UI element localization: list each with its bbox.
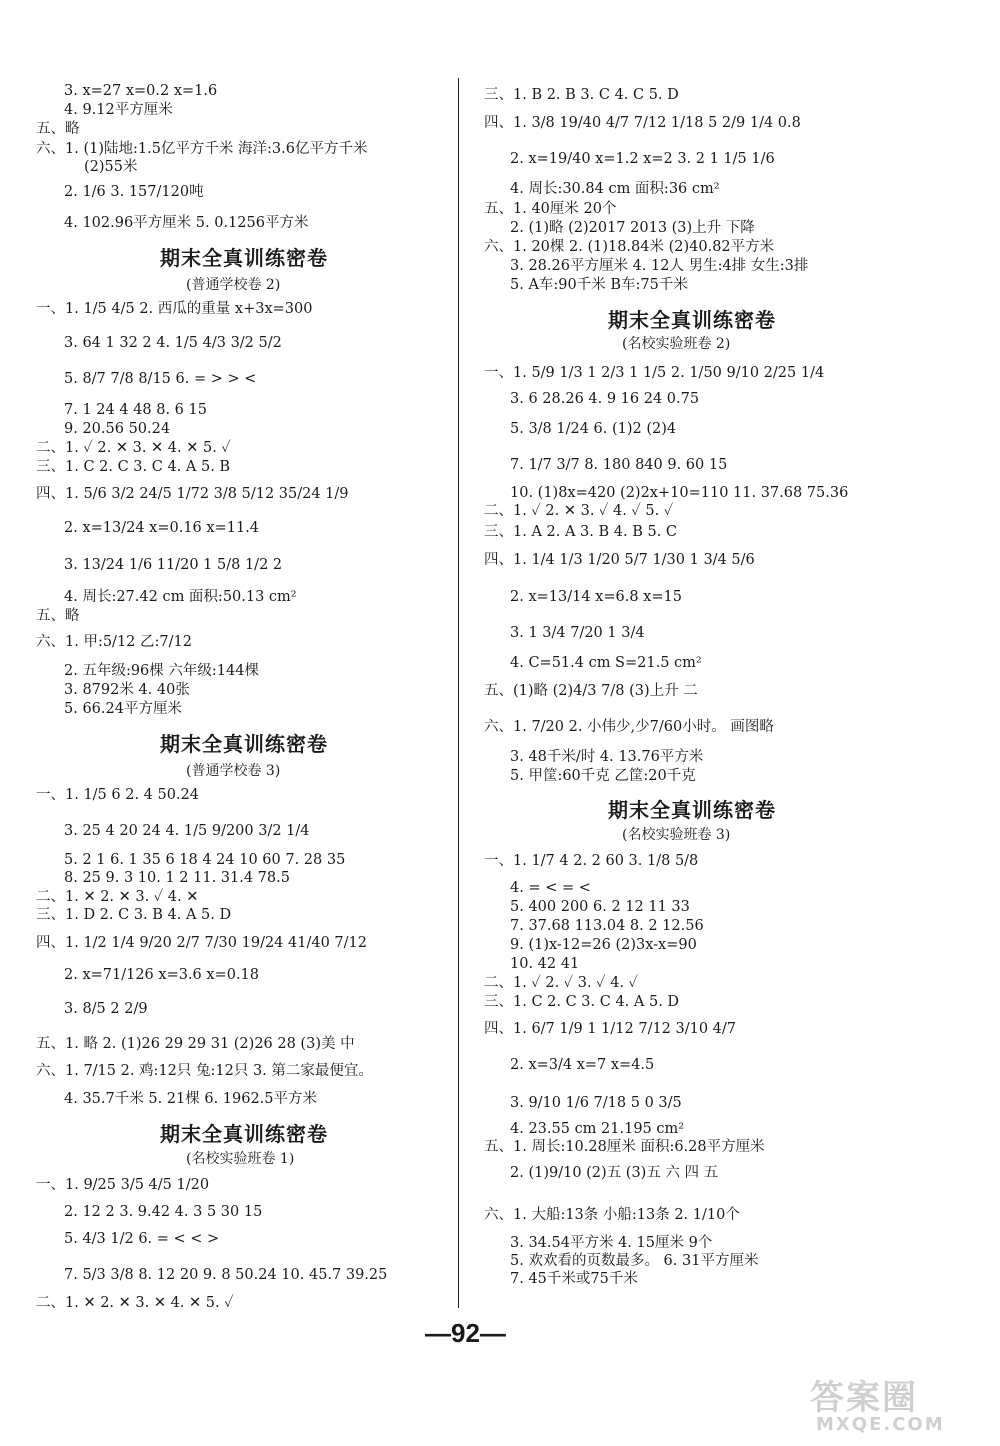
answer-line: 10. 42 41 (510, 956, 580, 972)
answer-line: 2. x=13/14 x=6.8 x=15 (510, 589, 682, 605)
section-subtitle: (名校实验班卷 1) (186, 1151, 295, 1167)
answer-line: 二、1. ✕ 2. ✕ 3. ✕ 4. ✕ 5. ✓ (36, 1295, 234, 1311)
answer-line: 4. 9.12平方厘米 (64, 102, 173, 118)
section-subtitle: (普通学校卷 2) (186, 277, 281, 293)
answer-line: 四、1. 1/4 1/3 1/20 5/7 1/30 1 3/4 5/6 (484, 552, 755, 568)
answer-line: 4. 周长:30.84 cm 面积:36 cm² (510, 181, 720, 197)
page-number: —92— (425, 1318, 506, 1348)
answer-line: 五、略 (36, 121, 80, 137)
answer-line: 2. (1)9/10 (2)五 (3)五 六 四 五 (510, 1165, 719, 1181)
answer-line: 六、1. 大船:13条 小船:13条 2. 1/10个 (484, 1207, 740, 1223)
answer-line: (2)55米 (84, 159, 138, 175)
section-title: 期末全真训练密卷 (160, 1122, 328, 1146)
answer-line: 2. (1)略 (2)2017 2013 (3)上升 下降 (510, 220, 755, 236)
answer-line: 3. 25 4 20 24 4. 1/5 9/200 3/2 1/4 (64, 823, 310, 839)
answer-line: 5. 400 200 6. 2 12 11 33 (510, 899, 690, 915)
answer-line: 5. 3/8 1/24 6. (1)2 (2)4 (510, 421, 677, 437)
answer-line: 7. 45千米或75千米 (510, 1271, 638, 1287)
watermark-text: 答案圈 (810, 1378, 918, 1418)
answer-line: 2. 12 2 3. 9.42 4. 3 5 30 15 (64, 1204, 263, 1220)
answer-line: 2. x=13/24 x=0.16 x=11.4 (64, 520, 259, 536)
answer-line: 四、1. 6/7 1/9 1 1/12 7/12 3/10 4/7 (484, 1021, 737, 1037)
answer-line: 2. 五年级:96棵 六年级:144棵 (64, 663, 259, 679)
answer-line: 5. 2 1 6. 1 35 6 18 4 24 10 60 7. 28 35 (64, 852, 346, 868)
answer-line: 五、1. 周长:10.28厘米 面积:6.28平方厘米 (484, 1139, 765, 1155)
answer-line: 3. 13/24 1/6 11/20 1 5/8 1/2 2 (64, 557, 283, 573)
column-divider (458, 78, 459, 1308)
answer-line: 7. 1/7 3/7 8. 180 840 9. 60 15 (510, 457, 728, 473)
answer-line: 四、1. 5/6 3/2 24/5 1/72 3/8 5/12 35/24 1/9 (36, 486, 349, 502)
answer-line: 六、1. (1)陆地:1.5亿平方千米 海洋:3.6亿平方千米 (36, 141, 368, 157)
answer-line: 4. 35.7千米 5. 21棵 6. 1962.5平方米 (64, 1091, 318, 1107)
answer-line: 3. 8792米 4. 40张 (64, 682, 190, 698)
answer-line: 2. x=19/40 x=1.2 x=2 3. 2 1 1/5 1/6 (510, 151, 775, 167)
answer-line: 三、1. D 2. C 3. B 4. A 5. D (36, 907, 232, 923)
answer-line: 三、1. B 2. B 3. C 4. C 5. D (484, 87, 679, 103)
answer-line: 六、1. 7/15 2. 鸡:12只 兔:12只 3. 第二家最便宜。 (36, 1063, 373, 1079)
answer-line: 7. 1 24 4 48 8. 6 15 (64, 402, 207, 418)
answer-line: 一、1. 1/7 4 2. 2 60 3. 1/8 5/8 (484, 853, 699, 869)
answer-line: 一、1. 1/5 6 2. 4 50.24 (36, 787, 200, 803)
answer-line: 3. 8/5 2 2/9 (64, 1001, 148, 1017)
answer-line: 3. 28.26平方厘米 4. 12人 男生:4排 女生:3排 (510, 258, 809, 274)
answer-line: 4. C=51.4 cm S=21.5 cm² (510, 655, 702, 671)
answer-line: 3. 9/10 1/6 7/18 5 0 3/5 (510, 1095, 682, 1111)
answer-line: 三、1. A 2. A 3. B 4. B 5. C (484, 524, 678, 540)
answer-line: 3. 1 3/4 7/20 1 3/4 (510, 625, 645, 641)
answer-line: 二、1. ✓ 2. ✓ 3. ✓ 4. ✓ (484, 975, 639, 991)
answer-line: 5. 66.24平方厘米 (64, 701, 182, 717)
section-title: 期末全真训练密卷 (160, 732, 328, 756)
answer-line: 4. 周长:27.42 cm 面积:50.13 cm² (64, 589, 297, 605)
answer-line: 五、略 (36, 608, 80, 624)
answer-line: 二、1. ✓ 2. ✕ 3. ✕ 4. ✕ 5. ✓ (36, 440, 231, 456)
answer-line: 六、1. 20棵 2. (1)18.84米 (2)40.82平方米 (484, 239, 775, 255)
answer-line: 六、1. 7/20 2. 小伟少,少7/60小时。 画图略 (484, 719, 774, 735)
answer-line: 5. 甲筐:60千克 乙筐:20千克 (510, 768, 696, 784)
answer-line: 五、1. 略 2. (1)26 29 29 31 (2)26 28 (3)美 中 (36, 1036, 355, 1052)
answer-line: 10. (1)8x=420 (2)2x+10=110 11. 37.68 75.36 (510, 485, 849, 501)
answer-line: 一、1. 9/25 3/5 4/5 1/20 (36, 1177, 210, 1193)
answer-line: 3. 34.54平方米 4. 15厘米 9个 (510, 1235, 713, 1251)
answer-line: 9. 20.56 50.24 (64, 421, 171, 437)
answer-line: 3. 6 28.26 4. 9 16 24 0.75 (510, 391, 700, 407)
answer-line: 5. 8/7 7/8 8/15 6. = > > < (64, 371, 257, 387)
answer-line: 五、1. 40厘米 20个 (484, 201, 617, 217)
answer-line: 7. 5/3 3/8 8. 12 20 9. 8 50.24 10. 45.7 39.25 (64, 1267, 388, 1283)
answer-line: 二、1. ✓ 2. ✕ 3. ✓ 4. ✓ 5. ✓ (484, 503, 674, 519)
section-title: 期末全真训练密卷 (608, 798, 776, 822)
section-subtitle: (名校实验班卷 2) (622, 336, 731, 352)
answer-line: 二、1. ✕ 2. ✕ 3. ✓ 4. ✕ (36, 889, 199, 905)
answer-line: 3. 64 1 32 2 4. 1/5 4/3 3/2 5/2 (64, 335, 282, 351)
answer-line: 2. x=3/4 x=7 x=4.5 (510, 1057, 655, 1073)
section-title: 期末全真训练密卷 (608, 308, 776, 332)
answer-line: 六、1. 甲:5/12 乙:7/12 (36, 634, 192, 650)
answer-line: 3. 48千米/时 4. 13.76平方米 (510, 749, 704, 765)
answer-line: 4. = < = < (510, 880, 591, 896)
section-title: 期末全真训练密卷 (160, 246, 328, 270)
answer-line: 4. 102.96平方厘米 5. 0.1256平方米 (64, 215, 309, 231)
answer-line: 三、1. C 2. C 3. C 4. A 5. B (36, 459, 231, 475)
answer-line: 4. 23.55 cm 21.195 cm² (510, 1121, 685, 1137)
answer-line: 三、1. C 2. C 3. C 4. A 5. D (484, 994, 680, 1010)
answer-line: 5. 4/3 1/2 6. = < < > (64, 1231, 220, 1247)
answer-line: 3. x=27 x=0.2 x=1.6 (64, 83, 218, 99)
answer-line: 8. 25 9. 3 10. 1 2 11. 31.4 78.5 (64, 870, 290, 886)
answer-line: 一、1. 1/5 4/5 2. 西瓜的重量 x+3x=300 (36, 301, 313, 317)
watermark-url: MXQE.COM (816, 1414, 945, 1435)
answer-line: 四、1. 1/2 1/4 9/20 2/7 7/30 19/24 41/40 7/12 (36, 935, 367, 951)
answer-line: 五、(1)略 (2)4/3 7/8 (3)上升 二 (484, 683, 698, 699)
answer-line: 一、1. 5/9 1/3 1 2/3 1 1/5 2. 1/50 9/10 2/25 1/4 (484, 365, 825, 381)
answer-line: 四、1. 3/8 19/40 4/7 7/12 1/18 5 2/9 1/4 0.8 (484, 115, 801, 131)
answer-line: 5. 欢欢看的页数最多。 6. 31平方厘米 (510, 1253, 759, 1269)
answer-line: 9. (1)x-12=26 (2)3x-x=90 (510, 937, 697, 953)
section-subtitle: (名校实验班卷 3) (622, 827, 731, 843)
answer-line: 5. A车:90千米 B车:75千米 (510, 277, 688, 293)
answer-line: 2. x=71/126 x=3.6 x=0.18 (64, 967, 259, 983)
section-subtitle: (普通学校卷 3) (186, 763, 281, 779)
answer-line: 7. 37.68 113.04 8. 2 12.56 (510, 918, 704, 934)
answer-line: 2. 1/6 3. 157/120吨 (64, 184, 204, 200)
watermark-logo (810, 1370, 990, 1442)
